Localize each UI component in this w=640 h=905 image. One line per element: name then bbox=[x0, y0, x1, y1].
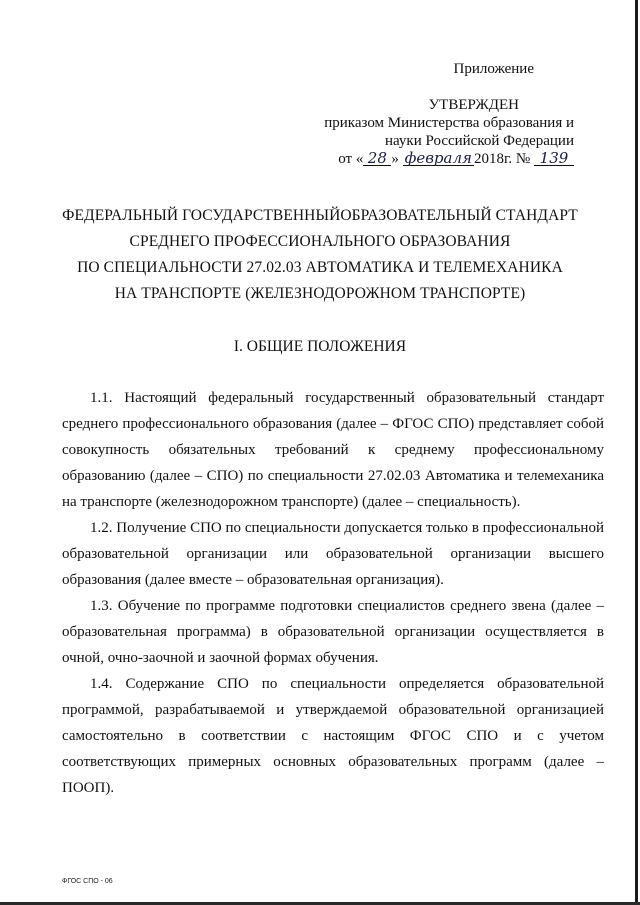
paragraph-1-1: 1.1. Настоящий федеральный государственный образовательный стандарт среднего профессионального образования (далее – ФГОС СПО) представляет собой совокупность обязательных требований к среднему профессиональному образованию (далее – СПО) по специальности 27.02.03 Автоматика и телемеханика на транспорте (железнодорожном транспорте) (далее – специальность). bbox=[62, 390, 604, 510]
handwritten-month: февраля bbox=[404, 149, 472, 167]
title-line-1: ФЕДЕРАЛЬНЫЙ ГОСУДАРСТВЕННЫЙОБРАЗОВАТЕЛЬНЫЙ СТАНДАРТ bbox=[62, 207, 578, 224]
section-heading: I. ОБЩИЕ ПОЛОЖЕНИЯ bbox=[233, 338, 407, 355]
title-line-4: НА ТРАНСПОРТЕ (ЖЕЛЕЗНОДОРОЖНОМ ТРАНСПОРТЕ) bbox=[114, 285, 526, 302]
order-line-2: науки Российской Федерации bbox=[384, 133, 574, 149]
title-line-3: ПО СПЕЦИАЛЬНОСТИ 27.02.03 АВТОМАТИКА И ТЕЛЕМЕХАНИКА bbox=[77, 259, 563, 276]
paragraph-1-3: 1.3. Обучение по программе подготовки специалистов среднего звена (далее – образовательная программа) в образовательной организации осуществляется в очной, очно-заочной и заочной формах обучения. bbox=[62, 598, 604, 666]
approval-block bbox=[324, 60, 574, 168]
paragraph-1-4: 1.4. Содержание СПО по специальности определяется образовательной программой, разрабатываемой и утверждаемой образовательной организацией самостоятельно в соответствии с настоящим ФГОС СПО и с учетом соответствующих примерных основных образовательных программ (далее – ПООП). bbox=[62, 676, 604, 796]
scan-edge-right bbox=[635, 0, 638, 905]
title-line-2: СРЕДНЕГО ПРОФЕССИОНАЛЬНОГО ОБРАЗОВАНИЯ bbox=[129, 233, 511, 250]
order-line-1: приказом Министерства образования и bbox=[324, 115, 574, 131]
date-quote-close: » bbox=[391, 151, 399, 167]
date-year: 2018г. № bbox=[473, 151, 531, 167]
page-footer: ФГОС СПО - 06 bbox=[62, 878, 113, 885]
approved-label: УТВЕРЖДЕН bbox=[428, 97, 519, 113]
date-prefix: от « bbox=[338, 151, 364, 167]
handwritten-order-number: 139 bbox=[534, 151, 574, 166]
order-date-line bbox=[338, 150, 574, 168]
handwritten-day: 28 bbox=[363, 151, 391, 166]
appendix-label: Приложение bbox=[453, 61, 534, 77]
document-title bbox=[40, 203, 600, 307]
document-body bbox=[62, 385, 604, 801]
paragraph-1-2: 1.2. Получение СПО по специальности допускается только в профессиональной образовательной организации или образовательной организации высшего образования (далее вместе – образовательная организация). bbox=[62, 520, 604, 588]
